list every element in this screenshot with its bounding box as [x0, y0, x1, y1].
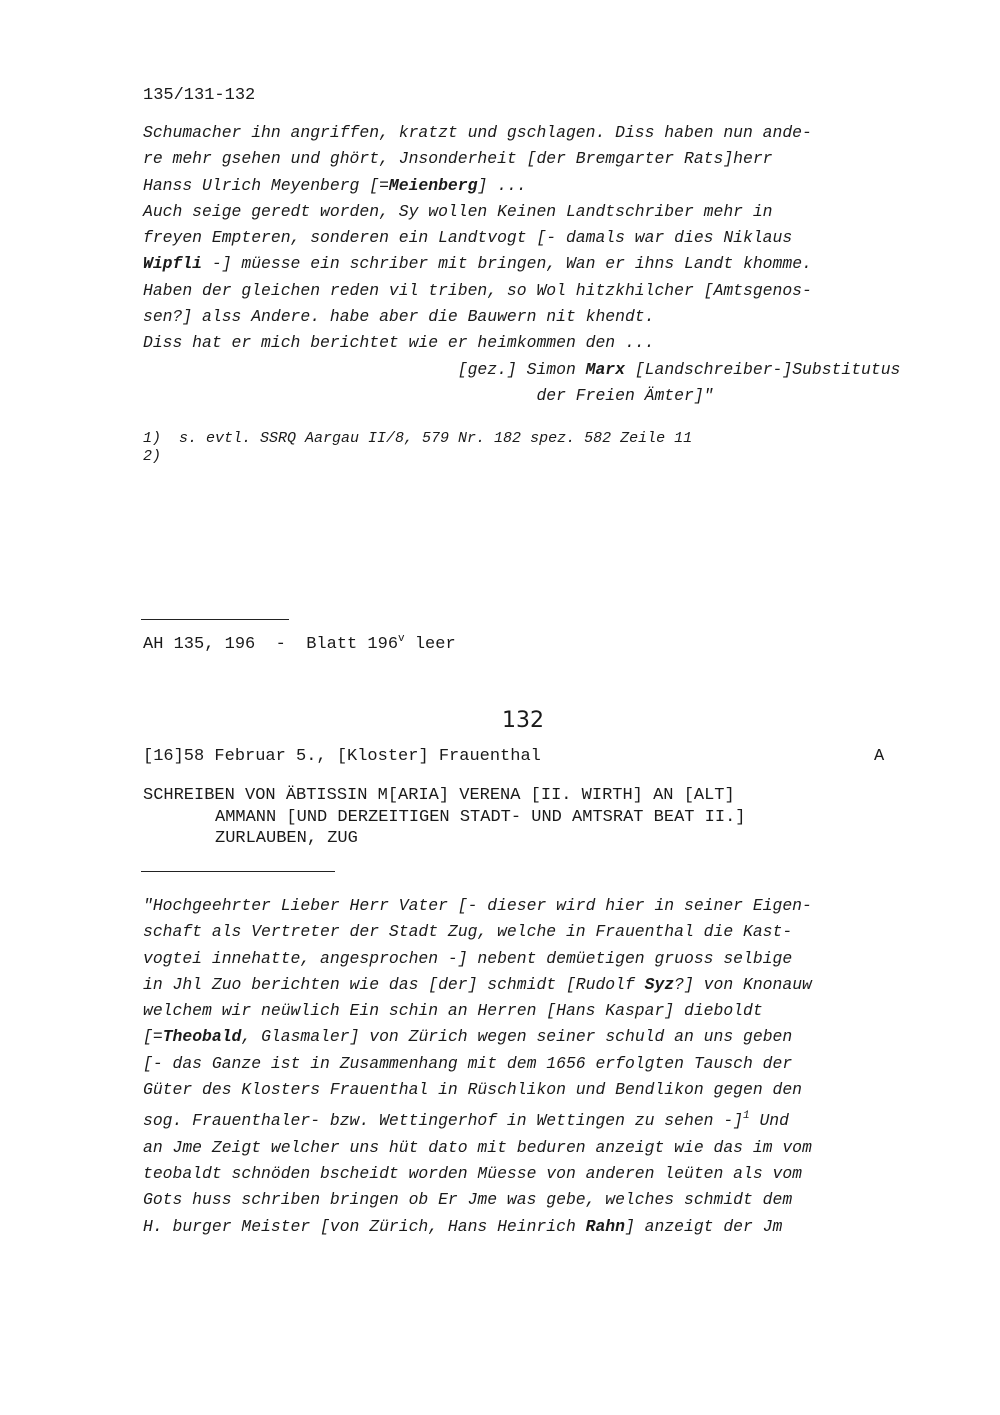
text-line	[143, 304, 900, 330]
document-date-place: [16]58 Februar 5., [Kloster] Frauenthal	[143, 747, 541, 766]
text-segment: Haben der gleichen reden vil triben, so Wol hitzkhilcher [Amtsgenos-	[143, 280, 812, 300]
text-line	[143, 1077, 812, 1103]
text-line	[143, 919, 812, 945]
bold-name: Theobald	[162, 1027, 242, 1047]
text-line	[143, 972, 812, 998]
text-line	[143, 1051, 812, 1077]
footnote-reference: 1	[743, 1110, 750, 1123]
bold-name: Marx	[585, 359, 625, 379]
text-segment: freyen Empteren, sonderen ein Landtvogt [- damals war dies Niklaus	[143, 228, 793, 248]
text-segment: Hanss Ulrich Meyenberg [=	[143, 175, 389, 195]
text-segment: sen?] alss Andere. habe aber die Bauwern nit khendt.	[143, 307, 655, 327]
bold-name: Wipfli	[143, 254, 203, 274]
text-line	[143, 225, 900, 251]
text-segment: ] anzeigt der Jm	[624, 1216, 783, 1236]
document-title	[143, 785, 746, 850]
text-segment: Und	[749, 1111, 789, 1131]
text-segment: Schumacher ihn angriffen, kratzt und gschlagen. Diss haben nun ande-	[143, 123, 812, 142]
archive-reference-text: AH 135, 196 - Blatt 196	[143, 635, 399, 654]
text-line	[143, 173, 900, 199]
bold-name: Rahn	[585, 1216, 625, 1236]
text-line	[143, 946, 812, 972]
text-line	[143, 998, 812, 1024]
archive-reference-verso: v	[398, 633, 405, 645]
text-segment: H. burger Meister [von Zürich, Hans Heinrich	[143, 1216, 586, 1236]
text-segment: vogtei innehatte, angesprochen -] nebent demüetigen gruoss selbige	[143, 948, 793, 968]
text-line	[143, 199, 900, 225]
text-line	[143, 1135, 812, 1161]
text-segment: Auch seige geredt worden, Sy wollen Keinen Landtschriber mehr in	[143, 201, 773, 221]
text-segment: re mehr gsehen und ghört, Jnsonderheit [der Bremgarter Rats]herr	[143, 149, 773, 169]
letter-text	[143, 893, 812, 1240]
text-line	[143, 1214, 812, 1240]
document-title-line-1: SCHREIBEN VON ÄBTISSIN M[ARIA] VERENA [II. WIRTH] AN [ALT]	[143, 786, 735, 805]
text-segment: Diss hat er mich berichtet wie er heimkommen den ...	[143, 333, 655, 353]
text-segment: Gots huss schriben bringen ob Er Jme was gebe, welches schmidt dem	[143, 1190, 793, 1210]
text-segment: sog. Frauenthaler- bzw. Wettingerhof in Wettingen zu sehen -]	[143, 1111, 743, 1131]
letter-excerpt-continued	[143, 120, 900, 409]
text-line	[143, 278, 900, 304]
text-segment: Güter des Klosters Frauenthal in Rüschlikon und Bendlikon gegen den	[143, 1080, 803, 1100]
text-line	[143, 1103, 812, 1134]
text-segment: ?] von Knonauw	[674, 974, 812, 994]
text-segment: der Freien Ämter]"	[143, 385, 714, 405]
footnote-1: 1) s. evtl. SSRQ Aargau II/8, 579 Nr. 182 spez. 582 Zeile 11	[143, 430, 693, 447]
text-segment: -] müesse ein schriber mit bringen, Wan er ihns Landt khomme.	[202, 254, 812, 274]
text-line	[143, 1024, 812, 1050]
text-segment: , Glasmaler] von Zürich wegen seiner schuld an uns geben	[241, 1027, 793, 1047]
text-line	[143, 1161, 812, 1187]
footnotes	[143, 430, 692, 466]
archive-reference	[143, 633, 456, 654]
text-segment: [- das Ganze ist in Zusammenhang mit dem 1656 erfolgten Tausch der	[143, 1053, 793, 1073]
page-reference: 135/131-132	[143, 86, 256, 105]
text-line	[143, 357, 900, 383]
document-title-line-3: ZURLAUBEN, ZUG	[215, 829, 358, 848]
text-segment: teobaldt schnöden bscheidt worden Müesse von anderen leüten als vom	[143, 1163, 803, 1183]
separator-rule	[141, 619, 289, 620]
title-separator-rule	[141, 871, 335, 872]
text-segment: [gez.] Simon	[143, 359, 586, 379]
text-line	[143, 120, 900, 146]
footnote-2: 2)	[143, 448, 162, 465]
bold-name: Syz	[644, 974, 675, 994]
text-line	[143, 383, 900, 409]
text-segment: "Hochgeehrter Lieber Herr Vater [- dieser wird hier in seiner Eigen-	[143, 896, 812, 915]
text-segment: schaft als Vertreter der Stadt Zug, welche in Frauenthal die Kast-	[143, 922, 793, 942]
document-category: A	[874, 747, 885, 766]
text-line	[143, 1187, 812, 1213]
text-segment: welchem wir neüwlich Ein schin an Herren [Hans Kaspar] dieboldt	[143, 1001, 763, 1021]
text-line	[143, 251, 900, 277]
document-number: 132	[502, 708, 544, 733]
bold-name: Meienberg	[388, 175, 478, 195]
text-segment: an Jme Zeigt welcher uns hüt dato mit beduren anzeigt wie das im vom	[143, 1137, 812, 1157]
text-line	[143, 893, 812, 919]
text-segment: ] ...	[477, 175, 527, 195]
document-title-line-2: AMMANN [UND DERZEITIGEN STADT- UND AMTSRAT BEAT II.]	[215, 807, 746, 827]
text-segment: in Jhl Zuo berichten wie das [der] schmidt [Rudolf	[143, 974, 645, 994]
archive-reference-tail: leer	[404, 635, 456, 654]
text-segment: [=	[143, 1027, 163, 1047]
text-segment: [Landschreiber-]Substitutus	[624, 359, 901, 379]
text-line	[143, 146, 900, 172]
text-line	[143, 330, 900, 356]
